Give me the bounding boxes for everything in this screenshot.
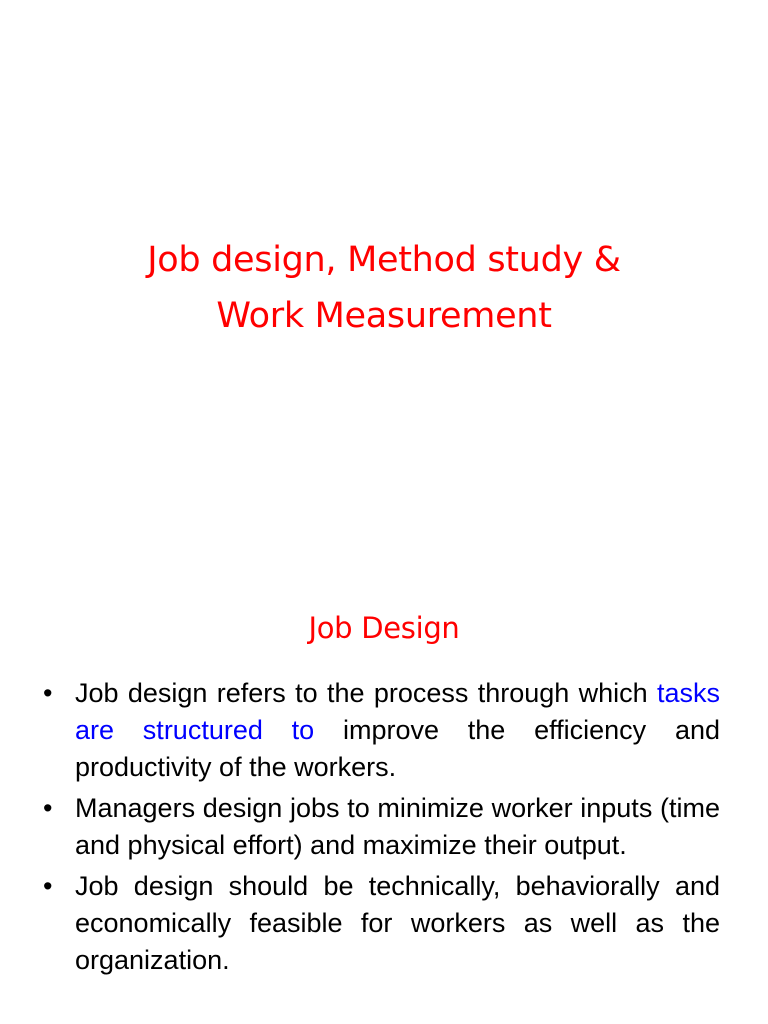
bullet-text: Job design should be technically, behaviorally and economically feasible for workers as well as the organization. — [75, 871, 720, 975]
bullet-item-feasibility — [0, 868, 768, 979]
bullet-text-highlight: tasks are structured to — [75, 678, 720, 745]
bullet-dot-icon: • — [43, 871, 53, 901]
bullet-item-managers — [0, 790, 768, 864]
presentation-title — [60, 232, 708, 344]
slide-job-design — [0, 512, 768, 1024]
bullet-item-definition — [0, 675, 768, 786]
bullet-list — [0, 675, 768, 983]
bullet-text-after: improve the efficiency and productivity of the workers. — [75, 715, 720, 782]
bullet-text: Managers design jobs to minimize worker inputs (time and physical effort) and maximize their output. — [75, 793, 720, 860]
bullet-dot-icon: • — [43, 793, 53, 823]
bullet-dot-icon: • — [43, 678, 53, 708]
title-line-1: Job design, Method study & — [147, 240, 621, 280]
bullet-text-before: Job design refers to the process through which — [75, 678, 657, 708]
title-line-2: Work Measurement — [216, 296, 552, 336]
section-heading: Job Design — [308, 611, 460, 645]
